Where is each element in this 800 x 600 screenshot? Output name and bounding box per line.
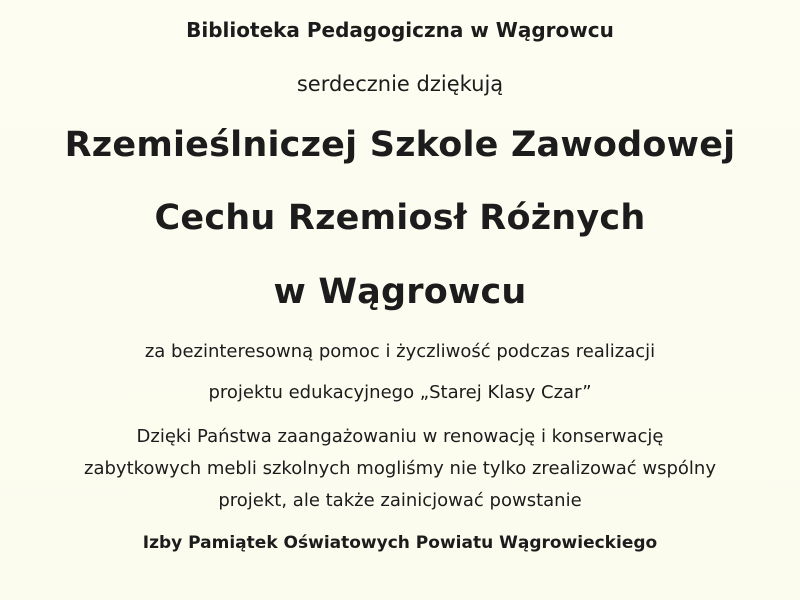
recipient-line-1: Rzemieślniczej Szkole Zawodowej [64, 125, 736, 165]
recipient-line-2: Cechu Rzemiosł Różnych [154, 198, 646, 238]
closing-line: Izby Pamiątek Oświatowych Powiatu Wągrowieckiego [142, 533, 658, 553]
body-line-5: projekt, ale także zainicjować powstanie [218, 490, 582, 511]
body-line-2: projektu edukacyjnego „Starej Klasy Czar” [208, 382, 592, 403]
thanks-line: serdecznie dziękują [296, 72, 504, 96]
recipient-line-3: w Wągrowcu [273, 272, 527, 312]
body-line-1: za bezinteresowną pomoc i życzliwość podczas realizacji [144, 341, 656, 362]
issuer-name: Biblioteka Pedagogiczna w Wągrowcu [186, 18, 614, 42]
body-line-3: Dzięki Państwa zaangażowaniu w renowację i konserwację [136, 426, 664, 447]
body-line-4: zabytkowych mebli szkolnych mogliśmy nie tylko zrealizować wspólny [84, 458, 716, 479]
